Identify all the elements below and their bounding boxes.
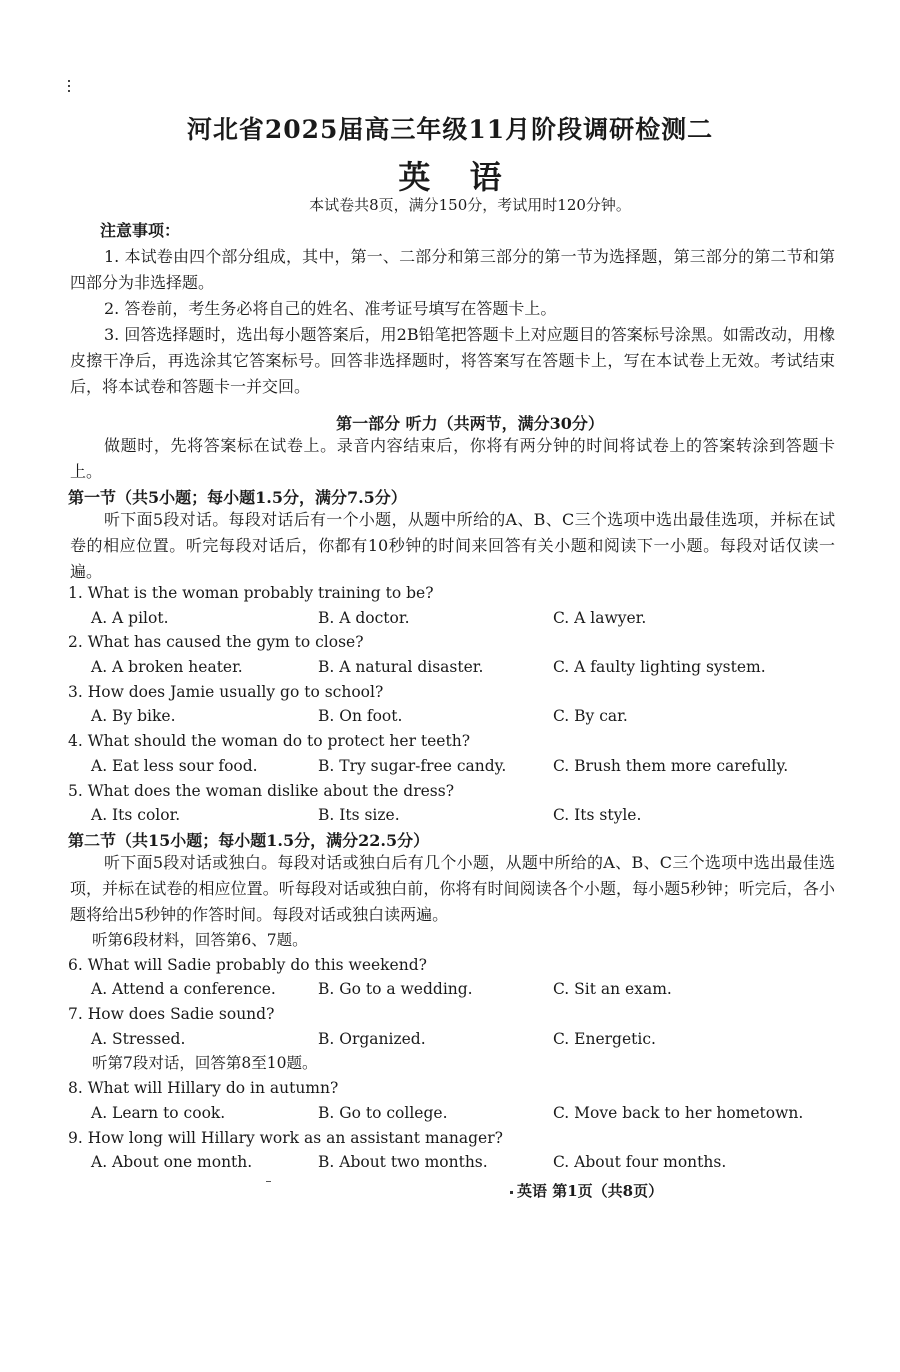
option-c: C. Energetic. [553, 1029, 656, 1048]
question-7: 7. How does Sadie sound? [68, 1005, 275, 1024]
page-label: 英语 第1页（共8页） [517, 1182, 664, 1200]
option-c: C. Its style. [553, 806, 642, 825]
option-b: B. A natural disaster. [318, 658, 484, 677]
margin-dots [68, 80, 71, 95]
part-one-intro: 做题时，先将答案标在试卷上。录音内容结束后，你将有两分钟的时间将试卷上的答案转涂到答题卡上。 [70, 436, 835, 481]
section-two-intro-block [70, 850, 835, 928]
bullet-mark [510, 1191, 513, 1194]
section-two-heading: 第二节（共15小题；每小题1.5分，满分22.5分） [68, 831, 430, 850]
question-2: 2. What has caused the gym to close? [68, 633, 364, 652]
option-c: C. Brush them more carefully. [553, 756, 789, 775]
option-a: A. Its color. [91, 806, 181, 825]
part-one-title: 第一部分 听力（共两节，满分30分） [336, 414, 604, 433]
option-a: A. Learn to cook. [91, 1103, 226, 1122]
option-b: B. A doctor. [318, 608, 410, 627]
option-c: C. About four months. [553, 1153, 727, 1172]
listen-instruction-6: 听第6段材料，回答第6、7题。 [92, 931, 308, 949]
notice-heading: 注意事项： [100, 221, 181, 240]
option-a: A. A pilot. [91, 608, 169, 627]
option-c: C. Move back to her hometown. [553, 1103, 804, 1122]
option-b: B. Its size. [318, 806, 400, 825]
option-a: A. Attend a conference. [91, 980, 276, 999]
question-1: 1. What is the woman probably training to be? [68, 584, 434, 602]
notice-block [70, 218, 835, 400]
question-7-options [68, 1027, 848, 1052]
option-b: B. Go to a wedding. [318, 980, 473, 999]
option-b: B. Try sugar-free candy. [318, 756, 507, 775]
question-1-options [68, 606, 848, 631]
section-two-intro: 听下面5段对话或独白。每段对话或独白后有几个小题，从题中所给的A、B、C三个选项中选出最佳选项，并标在试卷的相应位置。听每段对话或独白前，你将有时间阅读各个小题，每小题5秒钟；听完后，各小题将给出5秒钟的作答时间。每段对话或独白读两遍。 [70, 853, 835, 924]
exam-title: 河北省2025届高三年级11月阶段调研检测二 [186, 115, 714, 144]
question-4-options [68, 754, 848, 779]
question-8-options [68, 1101, 848, 1126]
exam-info: 本试卷共8页，满分150分，考试用时120分钟。 [309, 196, 631, 214]
question-9-options [68, 1150, 848, 1175]
option-a: A. By bike. [91, 707, 176, 726]
question-6-options [68, 977, 848, 1002]
question-9: 9. How long will Hillary work as an assistant manager? [68, 1128, 503, 1147]
question-8: 8. What will Hillary do in autumn? [68, 1079, 339, 1098]
section-two-questions [68, 928, 848, 1175]
question-2-options [68, 655, 848, 680]
notice-item-1: 1. 本试卷由四个部分组成，其中，第一、二部分和第三部分的第一节为选择题，第三部分的第二节和第四部分为非选择题。 [70, 247, 835, 292]
option-a: A. About one month. [91, 1153, 253, 1172]
notice-item-3: 3. 回答选择题时，选出每小题答案后，用2B铅笔把答题卡上对应题目的答案标号涂黑。如需改动，用橡皮擦干净后，再选涂其它答案标号。回答非选择题时，将答案写在答题卡上，写在本试卷上无效。考试结束后，将本试卷和答题卡一并交回。 [70, 325, 835, 396]
option-b: B. Go to college. [318, 1103, 448, 1122]
option-b: B. Organized. [318, 1029, 426, 1048]
option-a: A. Eat less sour food. [91, 756, 258, 775]
option-b: B. About two months. [318, 1153, 488, 1172]
notice-item-2: 2. 答卷前，考生务必将自己的姓名、准考证号填写在答题卡上。 [104, 299, 557, 318]
question-5-options [68, 803, 848, 828]
listen-instruction-7: 听第7段对话，回答第8至10题。 [92, 1054, 318, 1073]
option-c: C. By car. [553, 707, 628, 726]
option-b: B. On foot. [318, 707, 403, 726]
question-3: 3. How does Jamie usually go to school? [68, 682, 384, 701]
option-a: A. A broken heater. [91, 658, 243, 677]
option-c: C. A faulty lighting system. [553, 658, 766, 677]
section-one-intro-block [70, 507, 835, 585]
stray-mark [266, 1181, 271, 1182]
page-footer [510, 1180, 663, 1201]
subject-title: 英 语 [398, 158, 516, 196]
section-one-heading: 第一节（共5小题；每小题1.5分，满分7.5分） [68, 488, 407, 507]
question-5: 5. What does the woman dislike about the dress? [68, 781, 455, 800]
option-a: A. Stressed. [91, 1029, 186, 1048]
option-c: C. A lawyer. [553, 608, 647, 627]
section-one-questions [68, 581, 848, 828]
section-one-intro: 听下面5段对话。每段对话后有一个小题，从题中所给的A、B、C三个选项中选出最佳选项，并标在试卷的相应位置。听完每段对话后，你都有10秒钟的时间来回答有关小题和阅读下一小题。每段对话仅读一遍。 [70, 510, 835, 581]
question-6: 6. What will Sadie probably do this weekend? [68, 955, 427, 974]
option-c: C. Sit an exam. [553, 980, 672, 999]
question-3-options [68, 704, 848, 729]
question-4: 4. What should the woman do to protect her teeth? [68, 732, 471, 751]
part-one-intro-block [70, 433, 835, 485]
